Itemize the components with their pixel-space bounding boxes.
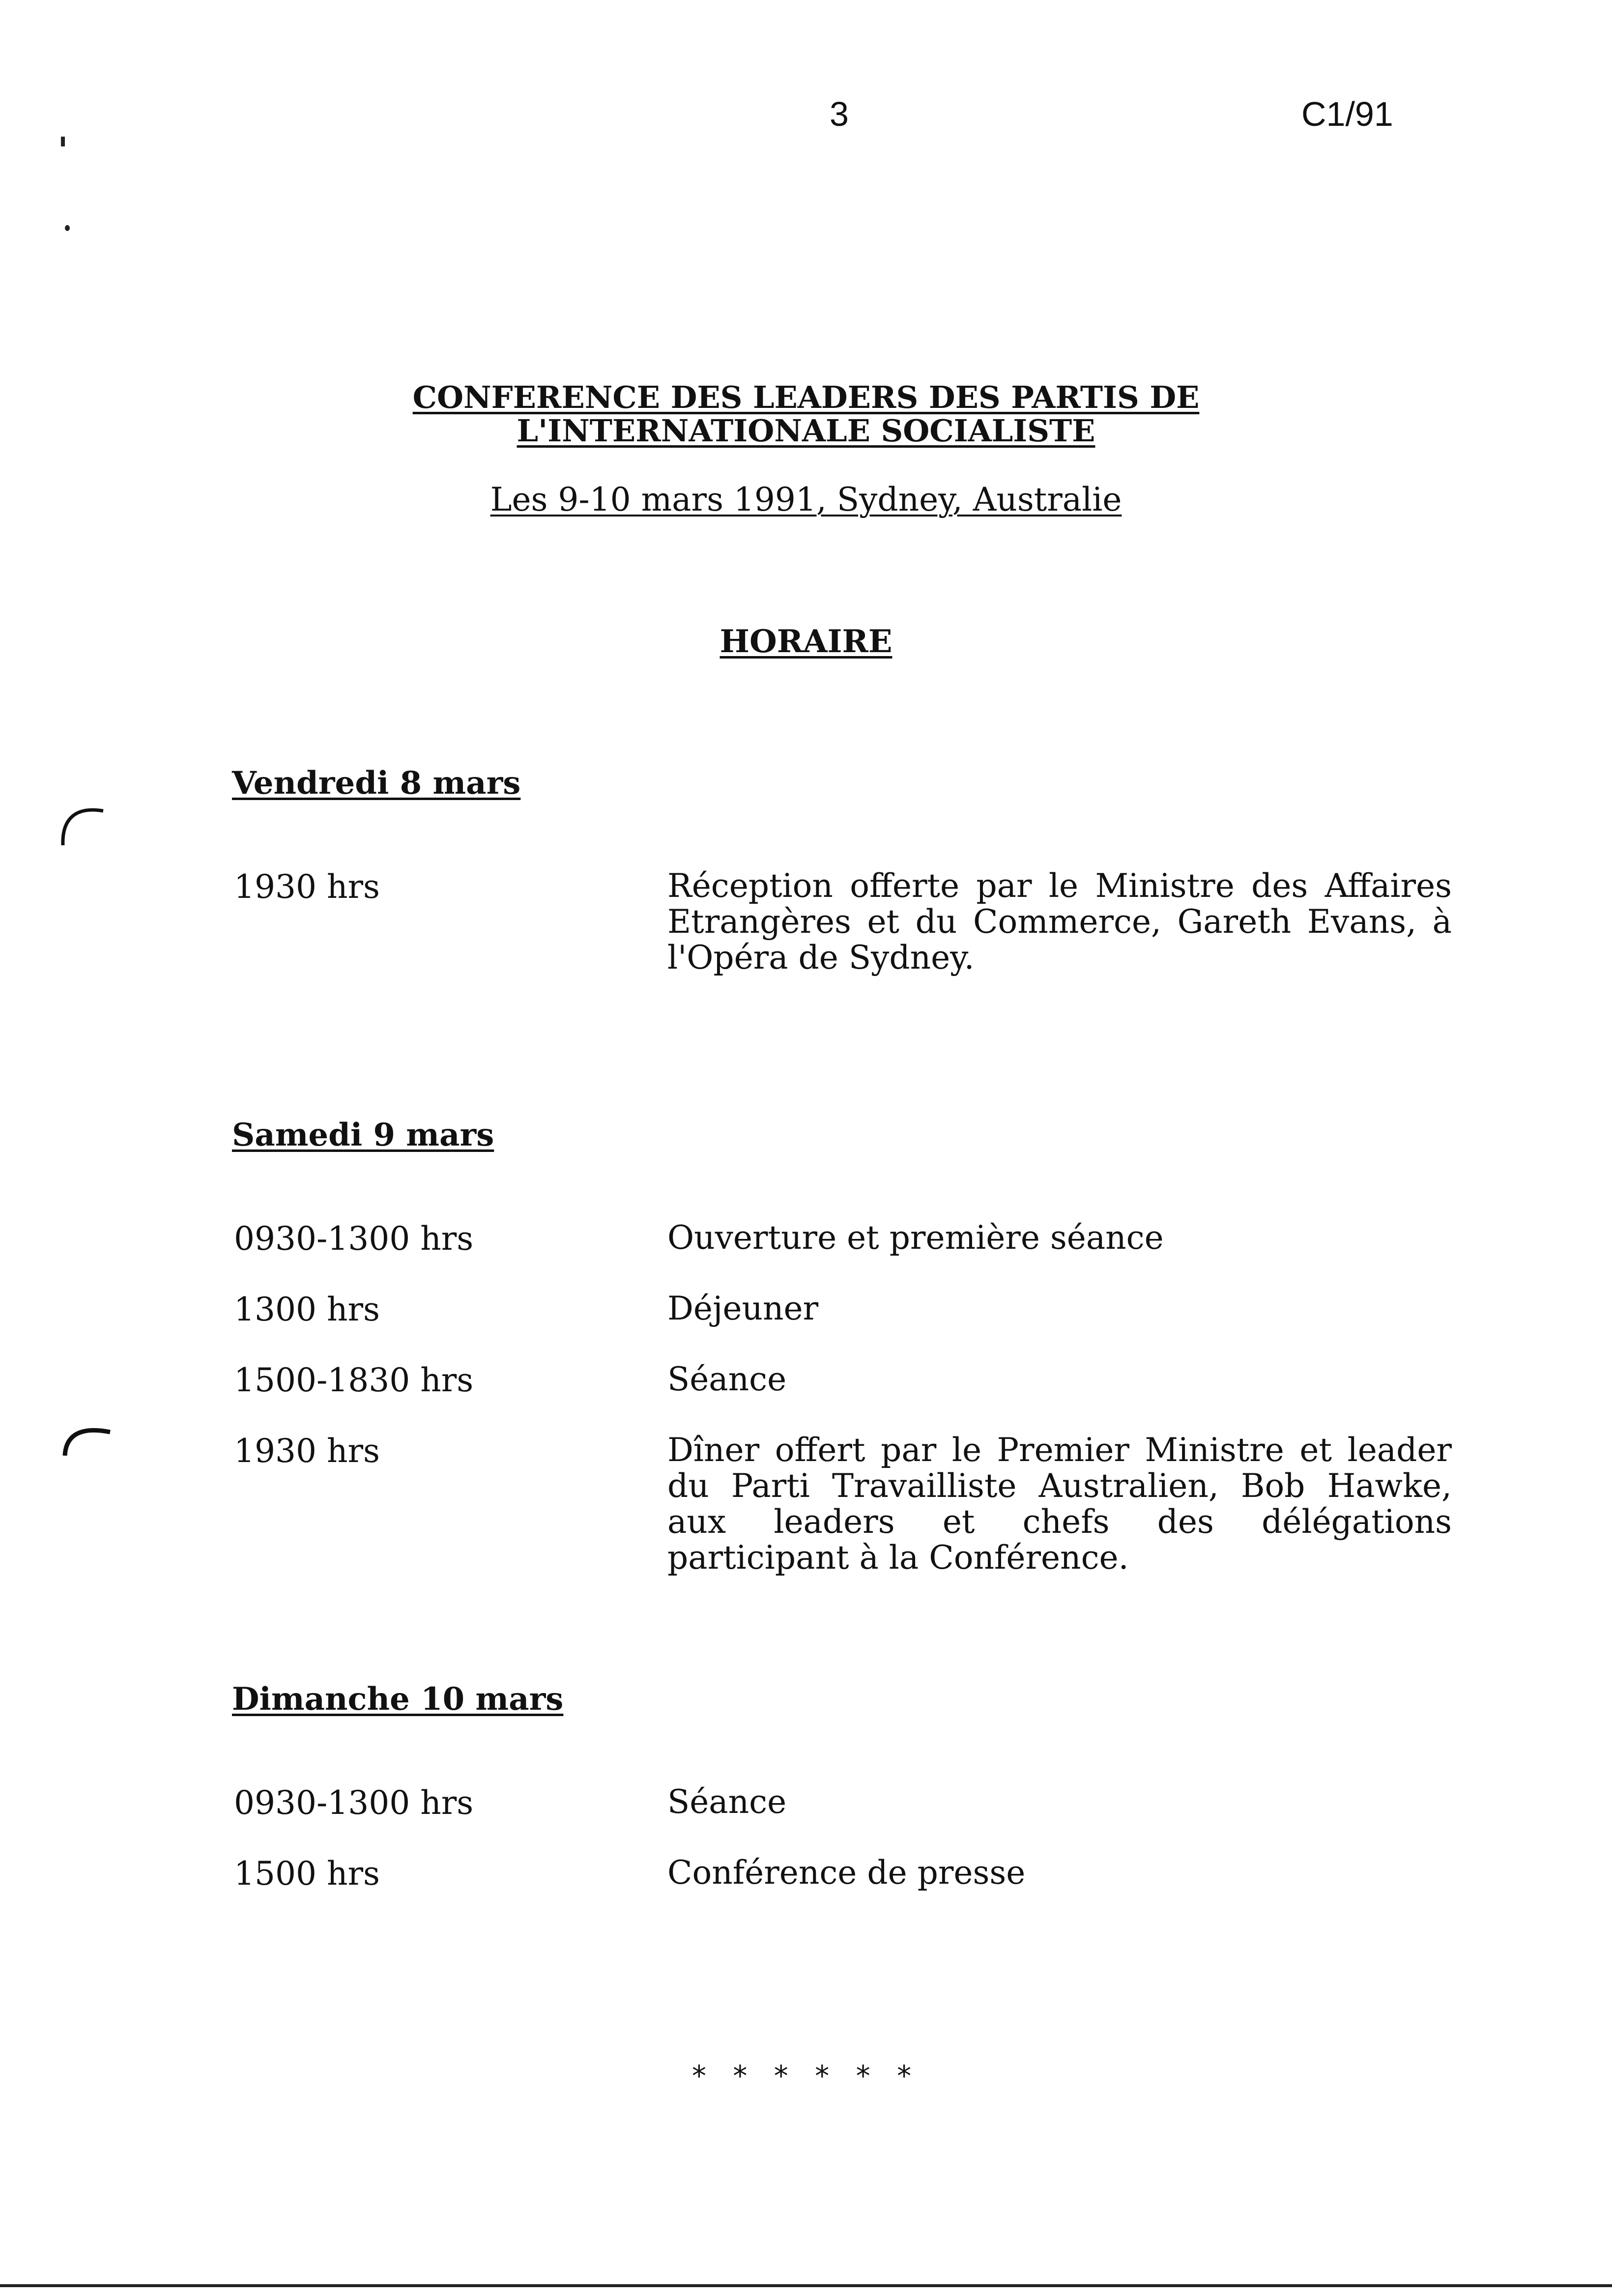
entry-time: 1300 hrs bbox=[234, 1291, 380, 1328]
conference-title-line-2: L'INTERNATIONALE SOCIALISTE bbox=[517, 413, 1095, 449]
entry-time: 1930 hrs bbox=[234, 868, 380, 906]
scan-mark bbox=[65, 225, 70, 231]
scan-mark bbox=[59, 796, 108, 850]
day-heading-friday: Vendredi 8 mars bbox=[232, 765, 521, 802]
entry-time: 0930-1300 hrs bbox=[234, 1220, 474, 1258]
page-number: 3 bbox=[830, 95, 849, 133]
day-heading-sunday: Dimanche 10 mars bbox=[232, 1681, 564, 1718]
entry-description: Déjeuner bbox=[667, 1290, 819, 1327]
end-of-document-mark: * * * * * * bbox=[691, 2059, 921, 2093]
entry-description: Dîner offert par le Premier Ministre et leader du Parti Travailliste Australien, Bob Hawke, aux leaders et chefs des délégations participant à la Conférence. bbox=[667, 1431, 1452, 1577]
entry-description: Séance bbox=[667, 1360, 787, 1398]
entry-description: Conférence de presse bbox=[667, 1854, 1026, 1892]
scan-edge-line bbox=[0, 2284, 1612, 2287]
entry-description: Ouverture et première séance bbox=[667, 1219, 1164, 1257]
scan-mark bbox=[61, 137, 65, 146]
document-code: C1/91 bbox=[1301, 95, 1393, 133]
entry-description: Réception offerte par le Ministre des Affaires Etrangères et du Commerce, Gareth Evans, à l'Opéra de Sydney. bbox=[667, 867, 1452, 976]
conference-title-line-1: CONFERENCE DES LEADERS DES PARTIS DE bbox=[412, 379, 1200, 415]
entry-time: 1500-1830 hrs bbox=[234, 1361, 474, 1399]
entry-time: 1500 hrs bbox=[234, 1855, 380, 1893]
entry-time: 1930 hrs bbox=[234, 1432, 380, 1470]
entry-description: Séance bbox=[667, 1783, 787, 1821]
scan-mark bbox=[61, 1420, 115, 1460]
day-heading-saturday: Samedi 9 mars bbox=[232, 1117, 494, 1153]
entry-time: 0930-1300 hrs bbox=[234, 1784, 474, 1822]
conference-dates-location: Les 9-10 mars 1991, Sydney, Australie bbox=[490, 481, 1122, 518]
section-title: HORAIRE bbox=[720, 623, 892, 660]
